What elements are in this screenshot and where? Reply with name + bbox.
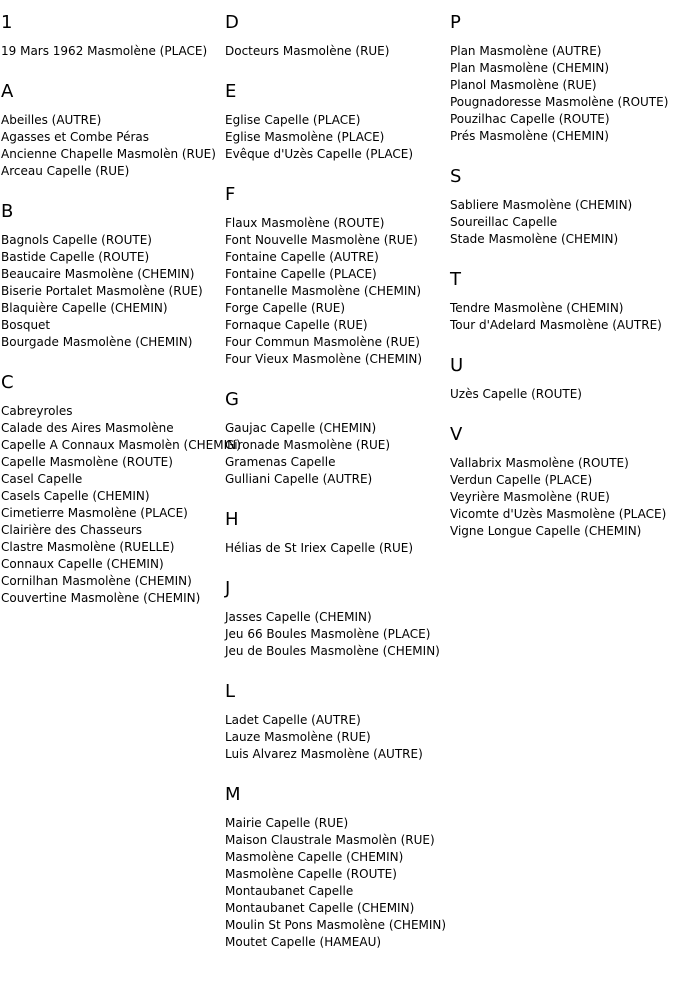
street-entry: Cabreyroles bbox=[1, 404, 73, 418]
letter-heading: D bbox=[225, 12, 239, 33]
street-entry: Eglise Masmolène (PLACE) bbox=[225, 130, 385, 144]
street-entry: Clastre Masmolène (RUELLE) bbox=[1, 540, 175, 554]
letter-group bbox=[225, 785, 450, 951]
street-entry: Hélias de St Iriex Capelle (RUE) bbox=[225, 541, 414, 555]
street-entry: Maison Claustrale Masmolèn (RUE) bbox=[225, 833, 435, 847]
street-entry: Clairière des Chasseurs bbox=[1, 523, 142, 537]
street-list bbox=[225, 420, 450, 488]
letter-heading: P bbox=[450, 12, 461, 33]
letter-group bbox=[225, 185, 450, 368]
street-list bbox=[225, 215, 450, 368]
street-entry: Pouzilhac Capelle (ROUTE) bbox=[450, 112, 610, 126]
letter-heading: F bbox=[225, 184, 236, 205]
street-list bbox=[450, 386, 675, 403]
letter-heading: A bbox=[1, 81, 14, 102]
street-entry: Cimetierre Masmolène (PLACE) bbox=[1, 506, 188, 520]
street-entry: Lauze Masmolène (RUE) bbox=[225, 730, 371, 744]
street-list bbox=[1, 43, 226, 60]
letter-heading: B bbox=[1, 201, 14, 222]
street-entry: Font Nouvelle Masmolène (RUE) bbox=[225, 233, 418, 247]
street-entry: Mairie Capelle (RUE) bbox=[225, 816, 349, 830]
street-entry: Casel Capelle bbox=[1, 472, 83, 486]
street-entry: Vicomte d'Uzès Masmolène (PLACE) bbox=[450, 507, 667, 521]
letter-group bbox=[1, 202, 226, 351]
street-entry: Biserie Portalet Masmolène (RUE) bbox=[1, 284, 203, 298]
letter-group bbox=[225, 579, 450, 660]
street-entry: Plan Masmolène (AUTRE) bbox=[450, 44, 602, 58]
letter-group bbox=[1, 82, 226, 180]
street-entry: Couvertine Masmolène (CHEMIN) bbox=[1, 591, 201, 605]
letter-heading: H bbox=[225, 509, 239, 530]
street-entry: Fornaque Capelle (RUE) bbox=[225, 318, 368, 332]
letter-group bbox=[225, 13, 450, 60]
street-list bbox=[1, 112, 226, 180]
street-index-column-2 bbox=[225, 0, 450, 951]
street-list bbox=[225, 712, 450, 763]
street-entry: Uzès Capelle (ROUTE) bbox=[450, 387, 582, 401]
letter-heading: G bbox=[225, 389, 239, 410]
street-entry: Fontaine Capelle (PLACE) bbox=[225, 267, 377, 281]
street-entry: Blaquière Capelle (CHEMIN) bbox=[1, 301, 168, 315]
street-entry: Pougnadoresse Masmolène (ROUTE) bbox=[450, 95, 669, 109]
street-entry: Vigne Longue Capelle (CHEMIN) bbox=[450, 524, 642, 538]
letter-group bbox=[225, 682, 450, 763]
street-list bbox=[225, 540, 450, 557]
street-entry: Casels Capelle (CHEMIN) bbox=[1, 489, 150, 503]
street-entry: Moulin St Pons Masmolène (CHEMIN) bbox=[225, 918, 447, 932]
street-entry: Bourgade Masmolène (CHEMIN) bbox=[1, 335, 193, 349]
street-entry: 19 Mars 1962 Masmolène (PLACE) bbox=[1, 44, 208, 58]
street-entry: Cornilhan Masmolène (CHEMIN) bbox=[1, 574, 192, 588]
letter-heading: 1 bbox=[1, 12, 13, 33]
letter-group bbox=[225, 390, 450, 488]
street-list bbox=[450, 300, 675, 334]
street-entry: Forge Capelle (RUE) bbox=[225, 301, 346, 315]
letter-group bbox=[450, 167, 675, 248]
street-entry: Arceau Capelle (RUE) bbox=[1, 164, 130, 178]
street-entry: Eglise Capelle (PLACE) bbox=[225, 113, 361, 127]
street-entry: Jeu 66 Boules Masmolène (PLACE) bbox=[225, 627, 431, 641]
street-entry: Ladet Capelle (AUTRE) bbox=[225, 713, 361, 727]
street-list bbox=[1, 403, 241, 607]
letter-group bbox=[450, 356, 675, 403]
street-entry: Evêque d'Uzès Capelle (PLACE) bbox=[225, 147, 414, 161]
street-entry: Tour d'Adelard Masmolène (AUTRE) bbox=[450, 318, 662, 332]
letter-heading: S bbox=[450, 166, 462, 187]
street-entry: Agasses et Combe Péras bbox=[1, 130, 149, 144]
letter-group bbox=[450, 13, 675, 145]
letter-heading: E bbox=[225, 81, 237, 102]
street-entry: Abeilles (AUTRE) bbox=[1, 113, 102, 127]
street-entry: Stade Masmolène (CHEMIN) bbox=[450, 232, 619, 246]
street-entry: Vallabrix Masmolène (ROUTE) bbox=[450, 456, 629, 470]
street-entry: Fontanelle Masmolène (CHEMIN) bbox=[225, 284, 422, 298]
street-list bbox=[450, 43, 675, 145]
street-list bbox=[450, 197, 675, 248]
letter-heading: J bbox=[225, 578, 231, 599]
street-entry: Four Commun Masmolène (RUE) bbox=[225, 335, 420, 349]
street-entry: Four Vieux Masmolène (CHEMIN) bbox=[225, 352, 423, 366]
street-list bbox=[225, 112, 450, 163]
letter-group bbox=[450, 270, 675, 334]
letter-heading: T bbox=[450, 269, 461, 290]
letter-heading: V bbox=[450, 424, 463, 445]
street-list bbox=[225, 43, 450, 60]
street-entry: Flaux Masmolène (ROUTE) bbox=[225, 216, 385, 230]
street-entry: Connaux Capelle (CHEMIN) bbox=[1, 557, 164, 571]
street-entry: Ancienne Chapelle Masmolèn (RUE) bbox=[1, 147, 216, 161]
street-list bbox=[225, 609, 450, 660]
street-entry: Docteurs Masmolène (RUE) bbox=[225, 44, 390, 58]
street-entry: Masmolène Capelle (ROUTE) bbox=[225, 867, 397, 881]
letter-group bbox=[1, 372, 241, 607]
letter-heading: U bbox=[450, 355, 464, 376]
street-entry: Sabliere Masmolène (CHEMIN) bbox=[450, 198, 633, 212]
street-entry: Planol Masmolène (RUE) bbox=[450, 78, 597, 92]
street-entry: Gulliani Capelle (AUTRE) bbox=[225, 472, 373, 486]
street-entry: Luis Alvarez Masmolène (AUTRE) bbox=[225, 747, 423, 761]
street-entry: Beaucaire Masmolène (CHEMIN) bbox=[1, 267, 195, 281]
letter-group bbox=[225, 82, 450, 163]
street-list bbox=[450, 455, 675, 540]
street-entry: Soureillac Capelle bbox=[450, 215, 558, 229]
street-entry: Fontaine Capelle (AUTRE) bbox=[225, 250, 379, 264]
street-entry: Plan Masmolène (CHEMIN) bbox=[450, 61, 610, 75]
letter-group bbox=[450, 425, 675, 540]
street-entry: Veyrière Masmolène (RUE) bbox=[450, 490, 610, 504]
street-entry: Gramenas Capelle bbox=[225, 455, 336, 469]
street-entry: Verdun Capelle (PLACE) bbox=[450, 473, 593, 487]
letter-heading: M bbox=[225, 784, 241, 805]
letter-group bbox=[225, 510, 450, 557]
street-entry: Bastide Capelle (ROUTE) bbox=[1, 250, 150, 264]
street-list bbox=[1, 232, 226, 351]
letter-heading: L bbox=[225, 681, 236, 702]
street-entry: Calade des Aires Masmolène bbox=[1, 421, 174, 435]
street-entry: Gaujac Capelle (CHEMIN) bbox=[225, 421, 377, 435]
street-entry: Jasses Capelle (CHEMIN) bbox=[225, 610, 372, 624]
street-entry: Capelle A Connaux Masmolèn (CHEMIN) bbox=[1, 438, 241, 452]
street-index-column-1 bbox=[1, 0, 241, 607]
street-entry: Tendre Masmolène (CHEMIN) bbox=[450, 301, 624, 315]
street-entry: Montaubanet Capelle bbox=[225, 884, 354, 898]
street-entry: Bosquet bbox=[1, 318, 51, 332]
street-entry: Moutet Capelle (HAMEAU) bbox=[225, 935, 382, 949]
street-entry: Masmolène Capelle (CHEMIN) bbox=[225, 850, 404, 864]
street-entry: Montaubanet Capelle (CHEMIN) bbox=[225, 901, 415, 915]
street-index-column-3 bbox=[450, 0, 675, 540]
street-entry: Capelle Masmolène (ROUTE) bbox=[1, 455, 173, 469]
street-entry: Gironade Masmolène (RUE) bbox=[225, 438, 390, 452]
letter-group bbox=[1, 13, 226, 60]
street-entry: Bagnols Capelle (ROUTE) bbox=[1, 233, 152, 247]
street-entry: Jeu de Boules Masmolène (CHEMIN) bbox=[225, 644, 440, 658]
letter-heading: C bbox=[1, 372, 14, 393]
street-entry: Prés Masmolène (CHEMIN) bbox=[450, 129, 609, 143]
street-list bbox=[225, 815, 450, 951]
